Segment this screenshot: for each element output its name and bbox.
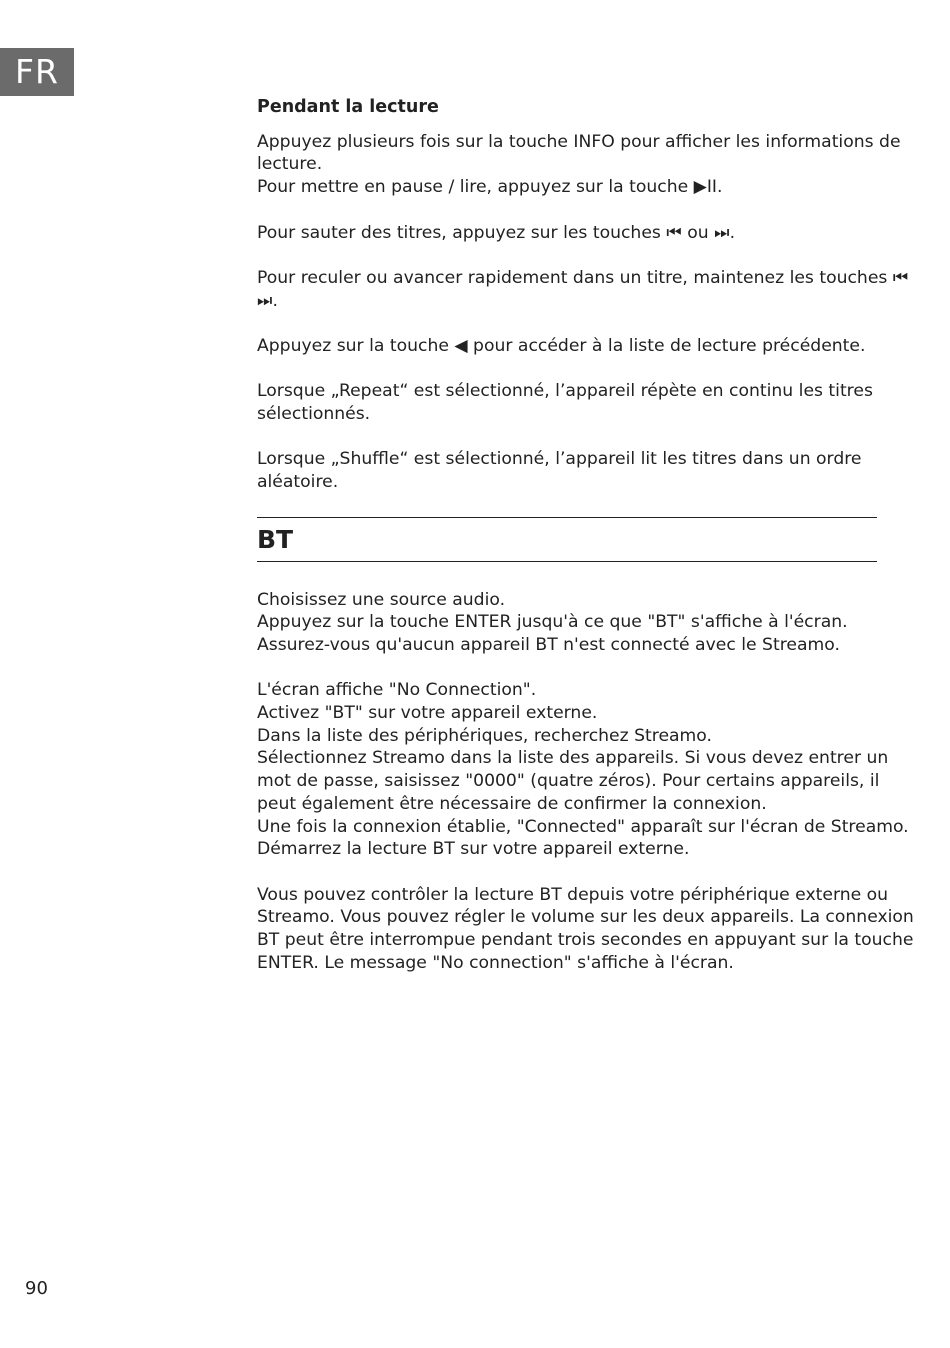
text-line: Assurez-vous qu'aucun appareil BT n'est connecté avec le Streamo. [257, 634, 840, 655]
text-line: Lorsque „Repeat“ est sélectionné, l’appareil répète en continu les titres [257, 381, 873, 402]
text-line: Appuyez sur la touche ENTER jusqu'à ce que "BT" s'affiche à l'écran. [257, 612, 848, 633]
text-line: Pour sauter des titres, appuyez sur les touches ⏮ ou ⏭. [257, 222, 736, 243]
text-line: Démarrez la lecture BT sur votre appareil externe. [257, 839, 690, 860]
text-line: Activez "BT" sur votre appareil externe. [257, 703, 598, 724]
playback-paragraph-skip [257, 222, 877, 245]
page-content [257, 96, 914, 997]
text-line: Streamo. Vous pouvez régler le volume sur les deux appareils. La connexion [257, 907, 914, 928]
text-line: ⏭. [257, 290, 278, 311]
text-line: Appuyez sur la touche ◀ pour accéder à la liste de lecture précédente. [257, 335, 866, 356]
section-title-bt: BT [257, 524, 294, 554]
text-line: mot de passe, saisissez "0000" (quatre zéros). Pour certains appareils, il [257, 771, 880, 792]
text-line: Pour reculer ou avancer rapidement dans un titre, maintenez les touches ⏮ [257, 267, 909, 288]
text-line: Sélectionnez Streamo dans la liste des appareils. Si vous devez entrer un [257, 748, 889, 769]
text-line: BT peut être interrompue pendant trois secondes en appuyant sur la touche [257, 930, 914, 951]
playback-paragraph-info [257, 131, 901, 199]
text-line: Vous pouvez contrôler la lecture BT depuis votre périphérique externe ou [257, 884, 889, 905]
text-line: Pour mettre en pause / lire, appuyez sur la touche ▶II. [257, 177, 723, 198]
language-tab: FR [0, 48, 74, 96]
text-line: Lorsque „Shuffle“ est sélectionné, l’appareil lit les titres dans un ordre [257, 449, 862, 470]
bt-paragraph-pairing [257, 679, 909, 861]
text-line: Appuyez plusieurs fois sur la touche INFO pour afficher les informations de [257, 131, 901, 152]
page-number: 90 [25, 1278, 48, 1299]
playback-heading: Pendant la lecture [257, 97, 439, 117]
text-line: aléatoire. [257, 472, 339, 493]
bt-paragraph-select-source [257, 589, 877, 657]
text-line: Dans la liste des périphériques, recherchez Streamo. [257, 725, 712, 746]
text-line: lecture. [257, 154, 323, 175]
playback-paragraph-shuffle [257, 448, 877, 493]
playback-paragraph-previous-list [257, 335, 877, 358]
text-line: ENTER. Le message "No connection" s'affiche à l'écran. [257, 952, 734, 973]
text-line: Une fois la connexion établie, "Connected" apparaît sur l'écran de Streamo. [257, 816, 909, 837]
text-line: sélectionnés. [257, 404, 371, 425]
text-line: L'écran affiche "No Connection". [257, 680, 537, 701]
playback-paragraph-repeat [257, 380, 877, 425]
bt-paragraph-control [257, 884, 914, 975]
playback-paragraph-seek [257, 267, 909, 312]
text-line: peut également être nécessaire de confirmer la connexion. [257, 793, 767, 814]
text-line: Choisissez une source audio. [257, 589, 506, 610]
section-divider-bottom [257, 561, 877, 562]
